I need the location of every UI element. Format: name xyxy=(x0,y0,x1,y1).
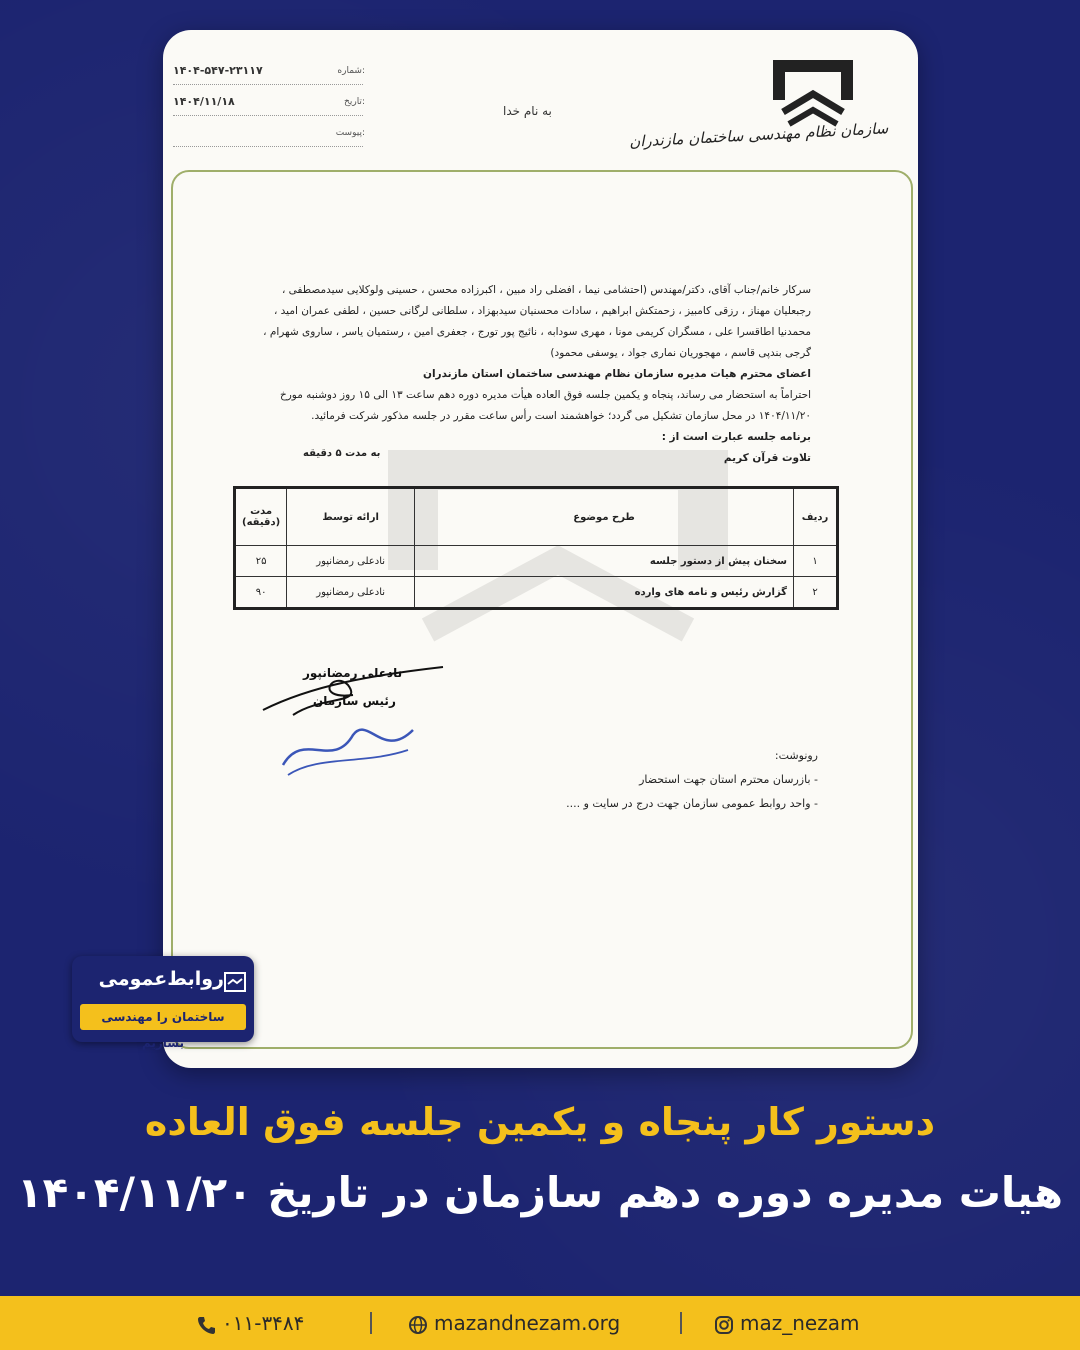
letter-date-row xyxy=(173,93,363,116)
addressee-line: اعضای محترم هیات مدیره سازمان نظام مهندسی ساختمان استان مازندران xyxy=(422,368,811,380)
row-presenter: نادعلی رمضانپور xyxy=(287,546,415,577)
letter-number-row xyxy=(173,62,363,85)
header-duration: مدت (دقیقه) xyxy=(235,488,287,546)
instagram-handle: maz_nezam xyxy=(740,1311,860,1335)
row-topic: گزارش رئیس و نامه های وارده xyxy=(415,577,794,609)
letter-number-label: شماره: xyxy=(337,66,365,76)
basmala: به نام خدا xyxy=(503,104,552,118)
attachment-row xyxy=(173,124,363,147)
table-row xyxy=(235,546,838,577)
badge-subtitle: ساختمان را مهندسی بسازیم xyxy=(80,1004,246,1030)
headline-line-2: هیات مدیره دوره دهم سازمان در تاریخ ۱۴۰۴/۱۱/۲۰ xyxy=(17,1168,1063,1217)
duration-note: به مدت ۵ دقیقه xyxy=(303,448,381,459)
org-logo-icon xyxy=(763,50,863,130)
headline-line-1: دستور کار پنجاه و یکمین جلسه فوق العاده xyxy=(144,1100,936,1144)
addressee-line: رجبعلیان مهناز ، رزقی کامبیز ، زحمتکش ابراهیم ، سادات محسنیان سیدبهزاد ، سلطانی لرگانی حسین ، لطفی عمران امید ، xyxy=(273,305,811,317)
cc-item: - واحد روابط عمومی سازمان جهت درج در سایت و .... xyxy=(566,797,818,810)
letter-meta xyxy=(173,62,363,155)
public-relations-badge xyxy=(72,956,254,1050)
addressee-line: گرجی بندپی قاسم ، مهجوریان نماری جواد ، یوسفی محمود) xyxy=(550,347,811,359)
header-topic: طرح موضوع xyxy=(415,488,794,546)
letter-date-label: تاریخ: xyxy=(344,97,365,107)
cc-title: رونوشت: xyxy=(774,749,818,762)
body-line: احتراماً به استحضار می رساند، پنجاه و یکمین جلسه فوق العاده هیأت مدیره دوره دهم ساعت ۱۳ الی ۱۵ روز دوشنبه مورخ xyxy=(279,389,811,401)
body-line: ۱۴۰۴/۱۱/۲۰ در محل سازمان تشکیل می گردد؛ خواهشمند است رأس ساعت مقرر در جلسه مذکور شرکت فرمائید. xyxy=(311,410,811,422)
handshake-icon xyxy=(224,972,246,992)
cc-item: - بازرسان محترم استان جهت استحضار xyxy=(639,773,818,786)
addressee-line: سرکار خانم/جناب آقای، دکتر/مهندس (احتشامی نیما ، افضلی راد مبین ، اکبرزاده محسن ، حسینی ولوکلایی سیدمصطفی ، xyxy=(281,284,811,296)
header-presenter: ارائه توسط xyxy=(287,488,415,546)
signatory-title: رئیس سازمان xyxy=(313,694,396,708)
footer-divider xyxy=(370,1312,372,1334)
row-number: ۱ xyxy=(794,546,838,577)
phone-number: ۰۱۱-۳۴۸۴ xyxy=(222,1311,305,1335)
org-name: سازمان نظام مهندسی ساختمان مازندران xyxy=(628,119,889,151)
footer-bar xyxy=(0,1296,1080,1350)
table-header-row xyxy=(235,488,838,546)
letter-body xyxy=(251,280,811,469)
badge-title: روابط‌عمومی xyxy=(98,968,224,990)
row-topic: سخنان پیش از دستور جلسه xyxy=(415,546,794,577)
table-row xyxy=(235,577,838,609)
body-line: برنامه جلسه عبارت است از : xyxy=(661,431,811,443)
letter-date: ۱۴۰۴/۱۱/۱۸ xyxy=(173,95,235,108)
header-row-number: ردیف xyxy=(794,488,838,546)
row-duration: ۹۰ xyxy=(235,577,287,609)
phone-icon xyxy=(196,1315,216,1335)
row-presenter: نادعلی رمضانپور xyxy=(287,577,415,609)
stamp-icon xyxy=(273,710,423,785)
attachment-label: پیوست: xyxy=(335,128,365,138)
addressee-line: محمدنیا اطاقسرا علی ، مسگران کریمی مونا ، مهری سودابه ، نائیج پور تورج ، جعفری امین ، رستمیان یاسر ، ساروی شهرام ، xyxy=(263,326,811,338)
letter-number: ۱۴۰۴-۵۴۷-۲۳۱۱۷ xyxy=(173,64,263,77)
phone-link[interactable] xyxy=(196,1296,304,1350)
body-line: تلاوت قرآن کریم xyxy=(723,452,811,464)
website-url: mazandnezam.org xyxy=(434,1311,621,1335)
letter-document xyxy=(163,30,918,1068)
footer-divider xyxy=(680,1312,682,1334)
website-link[interactable] xyxy=(408,1296,620,1350)
instagram-link[interactable] xyxy=(714,1296,859,1350)
row-duration: ۲۵ xyxy=(235,546,287,577)
signatory-name: نادعلی رمضانپور xyxy=(303,666,403,680)
agenda-table xyxy=(233,486,839,610)
carbon-copy xyxy=(493,744,818,816)
row-number: ۲ xyxy=(794,577,838,609)
instagram-icon xyxy=(714,1315,734,1335)
globe-icon xyxy=(408,1315,428,1335)
